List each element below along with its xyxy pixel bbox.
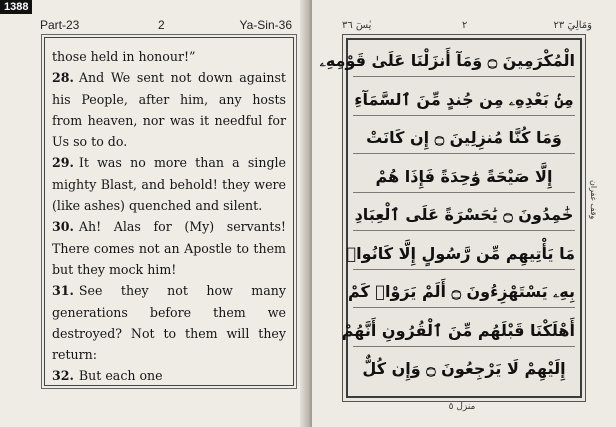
arabic-line: مَا يَأْتِيهِم مِّن رَّسُولٍ إِلَّا كَانُوا۟ <box>353 239 575 270</box>
arabic-line: خَٰمِدُونَ ۝ يَٰحَسْرَةً عَلَى ٱلْعِبَادِ <box>353 200 575 231</box>
verse-number: 32. <box>52 368 74 384</box>
arabic-line: إِلَيْهِمْ لَا يَرْجِعُونَ ۝ وَإِن كُلٌّ <box>362 359 566 378</box>
manzil-footer: منزل ٥ <box>448 402 476 412</box>
part-label: Part-23 <box>40 18 80 32</box>
arabic-line: وَمَا كُنَّا مُنزِلِينَ ۝ إِن كَانَتْ <box>353 123 575 154</box>
arabic-text-frame <box>319 38 582 398</box>
arabic-line: مِنۢ بَعْدِهِۦ مِن جُندٍ مِّنَ ٱلسَّمَآءِ <box>353 85 575 116</box>
arabic-line: الْمُكْرَمِينَ ۝ وَمَآ أَنزَلْنَا عَلَىٰ قَوْمِهِۦ <box>353 46 575 77</box>
page-number: 2 <box>158 18 165 32</box>
verse-text: And We sent not down against his People, after him, any hosts from heaven, nor was it needful for Us so to do. <box>52 70 286 150</box>
translation-text <box>52 46 286 387</box>
verse <box>52 67 286 152</box>
sura-label: Ya-Sin-36 <box>239 18 292 32</box>
translation-frame <box>44 37 294 386</box>
arabic-line: بِهِۦ يَسْتَهْزِءُونَ ۝ أَلَمْ يَرَوْا۟ كَمْ <box>353 277 575 308</box>
margin-note: وقف غفران <box>589 180 598 220</box>
verse <box>52 280 286 365</box>
arabic-page-number: ٢ <box>462 20 468 31</box>
verse-text: But each one <box>78 368 163 384</box>
left-page-header <box>40 18 292 36</box>
verse-text: It was no more than a single mighty Blast, and behold! they were (like ashes) quenched and silent. <box>52 155 286 214</box>
verse-text: See they not how many generations before them we destroyed? Not to them will they return: <box>52 283 286 363</box>
verse <box>52 46 286 67</box>
verse-text: Ah! Alas for (My) servants! There comes not an Apostle to them but they mock him! <box>52 219 286 277</box>
verse-text: those held in honour!” <box>52 49 196 64</box>
verse-number: 30. <box>52 219 74 235</box>
verse-number: 29. <box>52 155 74 171</box>
arabic-part-label: وَمَالِيَ ٢٣ <box>553 20 592 31</box>
right-page-header <box>332 20 602 36</box>
verse <box>52 365 286 386</box>
verse <box>52 152 286 216</box>
left-page <box>0 0 306 427</box>
right-page <box>312 0 616 427</box>
image-number-badge: 1388 <box>0 0 32 14</box>
verse-number: 31. <box>52 283 74 299</box>
arabic-line: إِلَّا صَيْحَةً وَٰحِدَةً فَإِذَا هُمْ <box>353 162 575 193</box>
verse <box>52 216 286 280</box>
verse-number: 28. <box>52 70 74 86</box>
arabic-sura-label: يٰسٓ ٣٦ <box>342 20 372 31</box>
arabic-line: أَهْلَكْنَا قَبْلَهُم مِّنَ ٱلْقُرُونِ أَنَّهُمْ <box>353 316 575 347</box>
